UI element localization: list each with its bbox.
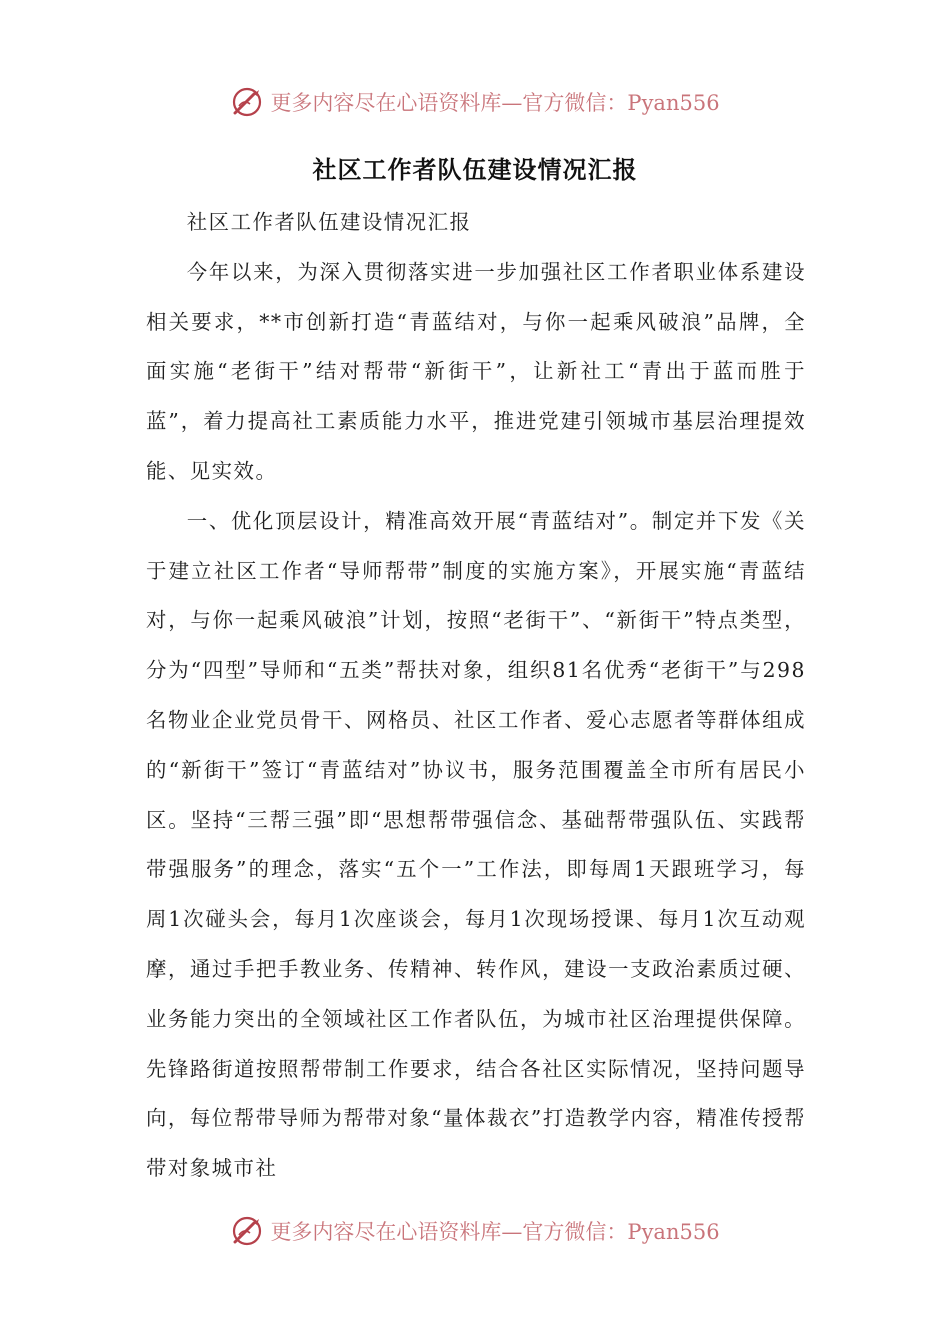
document-title: 社区工作者队伍建设情况汇报 — [312, 155, 638, 184]
watermark-banner-top — [0, 82, 950, 122]
document-body — [146, 198, 806, 1194]
paragraph-intro: 今年以来，为深入贯彻落实进一步加强社区工作者职业体系建设相关要求，**市创新打造“青蓝结对，与你一起乘风破浪”品牌，全面实施“老街干”结对帮带“新街干”，让新社工“青出于蓝而胜于蓝”，着力提高社工素质能力水平，推进党建引领城市基层治理提效能、见实效。 — [146, 259, 806, 483]
watermark-banner-bottom — [0, 1211, 950, 1251]
paragraph-subtitle: 社区工作者队伍建设情况汇报 — [186, 210, 472, 234]
pen-logo-icon — [230, 1214, 264, 1248]
pen-logo-icon — [230, 85, 264, 119]
watermark-text: 更多内容尽在心语资料库—官方微信：Pyan556 — [270, 1220, 720, 1244]
watermark-text: 更多内容尽在心语资料库—官方微信：Pyan556 — [270, 91, 720, 115]
paragraph-section-1: 一、优化顶层设计，精准高效开展“青蓝结对”。制定并下发《关于建立社区工作者“导师帮带”制度的实施方案》，开展实施“青蓝结对，与你一起乘风破浪”计划，按照“老街干”、“新街干”特点类型，分为“四型”导师和“五类”帮扶对象，组织81名优秀“老街干”与298名物业企业党员骨干、网格员、社区工作者、爱心志愿者等群体组成的“新街干”签订“青蓝结对”协议书，服务范围覆盖全市所有居民小区。坚持“三帮三强”即“思想帮带强信念、基础帮带强队伍、实践帮带强服务”的理念，落实“五个一”工作法，即每周1天跟班学习，每周1次碰头会，每月1次座谈会，每月1次现场授课、每月1次互动观摩，通过手把手教业务、传精神、转作风，建设一支政治素质过硬、业务能力突出的全领域社区工作者队伍，为城市社区治理提供保障。先锋路街道按照帮带制工作要求，结合各社区实际情况，坚持问题导向，每位帮带导师为帮带对象“量体裁衣”打造教学内容，精准传授帮带对象城市社 — [146, 508, 806, 1181]
